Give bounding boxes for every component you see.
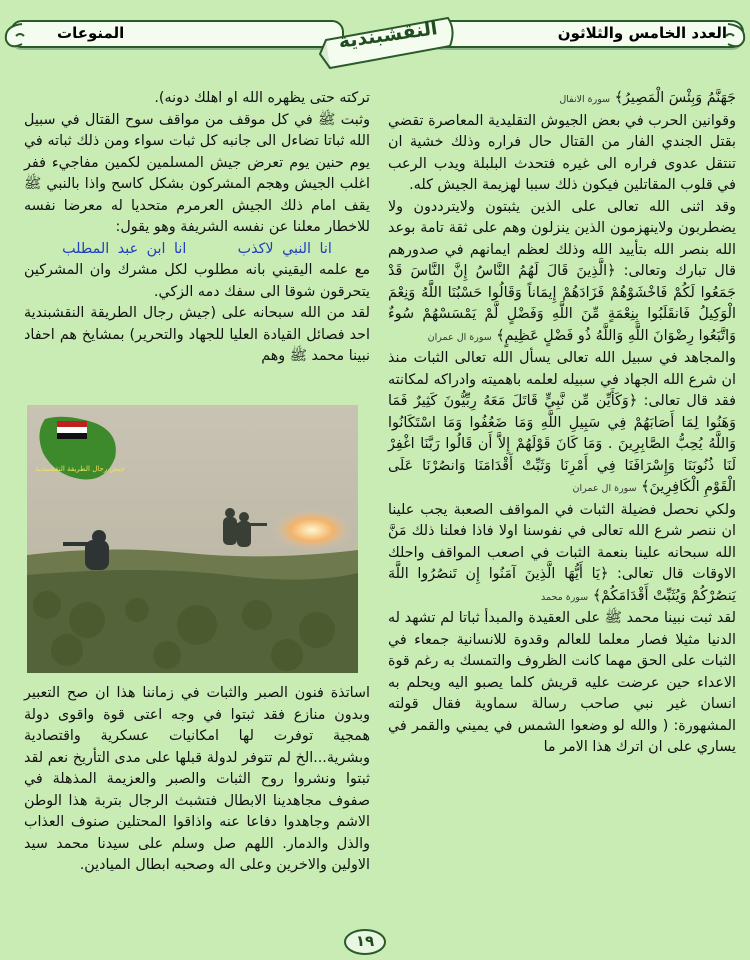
- title-banner: [318, 10, 458, 72]
- issue-ribbon: [430, 20, 744, 48]
- paragraph: مع علمه اليقيني بانه مطلوب لكل مشرك وان المشركين يتحرقون شوقا الى سفك دمه الزكي.: [24, 262, 370, 300]
- article-title: النقشبندية: [337, 17, 439, 53]
- surah-ref: سورة الانفال: [559, 94, 611, 105]
- photo-logo-text: جيش رجال الطريقة النقشبندية: [35, 465, 125, 473]
- verse-end: [388, 88, 736, 111]
- surah-ref: سورة ال عمران: [427, 331, 492, 343]
- surah-ref: سورة محمد: [541, 591, 589, 603]
- battle-photo: [27, 405, 358, 673]
- page-header: [0, 0, 750, 80]
- paragraph-text: ولكي نحصل فضيلة الثبات في المواقف الصعبة يجب علينا ان ننصر شرع الله تعالى في نفوسنا اولا فاذا فعلنا ذلك مَنَّ الله سبحانه علينا بنعمة الثبات في اصعب المواقف واحلك الاوقات قال تعالى: ﴿يَا أَيُّهَا الَّذِينَ آمَنُوا إِن تَنصُرُوا اللَّهَ يَنصُرْكُمْ وَيُثَبِّتْ أَقْدَامَكُمْ﴾: [388, 501, 736, 604]
- paragraph: [388, 348, 736, 500]
- paragraph: [388, 197, 736, 349]
- section-label: المنوعات: [57, 24, 125, 42]
- left-column-top: [24, 88, 370, 368]
- prophet-slogan: [24, 239, 370, 261]
- ribbon-curl-left-icon: [0, 14, 40, 54]
- paragraph: لقد من الله سبحانه على (جيش رجال الطريقة النقشبندية احد فصائل القيادة العليا للجهاد والتحرير) بمشايخ هم احفاد نبينا محمد ﷺ وهم: [24, 305, 370, 364]
- paragraph: وقوانين الحرب في بعض الجيوش التقليدية المعاصرة تقضي بقتل الجندي الفار من القتال حال فراره وذلك خشية ان تنتقل عدوى فراره الى غيره فتحدث البلبلة ويدب الرعب في قلوب المقاتلين فيكون ذلك سببا لهزيمة الجيش كله.: [388, 112, 736, 193]
- paragraph: [388, 500, 736, 609]
- paragraph-text: والمجاهد في سبيل الله تعالى يسأل الله تعالى الثبات منذ ان شرع الله الجهاد في سبيله لعلمه باهميته وادراكه لمكانته فقد قال تعالى: ﴿وَكَأَيِّن مِّن نَّبِيٍّ قَاتَلَ مَعَهُ رِبِّيُّونَ كَثِيرٌ فَمَا وَهَنُوا لِمَا أَصَابَهُمْ فِي سَبِيلِ اللَّهِ وَمَا ضَعُفُوا وَمَا اسْتَكَانُوا وَاللَّهُ يُحِبُّ الصَّابِرِينَ . وَمَا كَانَ قَوْلَهُمْ إِلاَّ أَن قَالُوا رَبَّنَا اغْفِرْ لَنَا ذُنُوبَنَا وَإِسْرَافَنَا فِي أَمْرِنَا وَثَبِّتْ أَقْدَامَنَا وَانصُرْنَا عَلَى الْقَوْمِ الْكَافِرِينَ﴾: [388, 350, 736, 495]
- page-number: ١٩: [355, 932, 375, 950]
- slogan-part-a: انا النبي لاكذب: [237, 240, 332, 257]
- section-ribbon: [10, 20, 344, 48]
- paragraph: اساتذة فنون الصبر والثبات في زماننا هذا ان صح التعبير وبدون منازع فقد ثبتوا في وجه اعتى قوة واقوى دولة همجية توفرت لها امكانيات عسكرية واقتصادية وبشرية...الخ لم تتوفر لدولة قبلها على مدى التأريخ نعم لقد ثبتوا ونشروا روح الثبات والصبر والعزيمة المذهلة في صفوف مجاهدينا الابطال فتشبث الرجال بتربة هذا الوطن الاشم وجاهدوا دفاعا عنه واذاقوا المحتلين صنوف العذاب والذل والدمار. اللهم صل وسلم على سيدنا محمد سيد الاولين والاخرين وعلى اله وصحبه ابطال الميادين.: [24, 685, 370, 873]
- left-column-bottom: [24, 683, 370, 877]
- paragraph: وثبت ﷺ في كل موقف من مواقف سوح القتال في سبيل الله ثباتا تضاءل الى جانبه كل ثبات سواء ومن ذلك ثباته في يوم حنين يوم تعرض جيش المسلمين لكمين مفاجيء ففر اغلب الجيش وهجم المشركون بشكل كاسح واذا بالنبي ﷺ يقف امام ذلك الجيش العرمرم متحديا له معرضا نفسه للاخطار معلنا عن نفسه الشريفة وهو يقول:: [24, 111, 370, 235]
- battle-scene-icon: [27, 405, 358, 673]
- paragraph: تركته حتى يظهره الله او اهلك دونه).: [154, 90, 370, 106]
- ribbon-curl-right-icon: [710, 14, 750, 54]
- paragraph-text: وقد اثنى الله تعالى على الذين يثبتون ولايترددون ولا يضطربون ولاينهزمون الذين ينزلون وهم على ثقة تامة بوعد الله بنصر الله بتأييد الله وذلك لعظم ايمانهم في صدورهم قال تبارك وتعالى: ﴿الَّذِينَ قَالَ لَهُمُ النَّاسُ إِنَّ النَّاسَ قَدْ جَمَعُوا لَكُمْ فَاخْشَوْهُمْ فَزَادَهُمْ إِيمَاناً وَقَالُوا حَسْبُنَا اللَّهُ وَنِعْمَ الْوَكِيلُ فَانقَلَبُوا بِنِعْمَةٍ مِّنَ اللَّهِ وَفَضْلٍ لَّمْ يَمْسَسْهُمْ سُوءٌ وَاتَّبَعُوا رِضْوَانَ اللَّهِ وَاللَّهُ ذُو فَضْلٍ عَظِيمٍ﴾: [388, 198, 736, 344]
- paragraph: لقد ثبت نبينا محمد ﷺ على العقيدة والمبدأ ثباتا لم تشهد له الدنيا مثيلا فصار معلما للعالم وقدوة للانسانية جمعاء في الثبات على الحق مهما كانت الظروف والتمسك به رغم قوة الاعداء حين عرضت عليه قريش كلما يصبو اليه ويحلم به انسان غير نبي صاحب رسالة سماوية فقال قولته المشهورة: ( والله لو وضعوا الشمس في يميني والقمر في يساري على ان اترك هذا الامر ما: [388, 610, 736, 755]
- surah-ref: سورة ال عمران: [572, 483, 637, 494]
- issue-label: العدد الخامس والثلاثون: [557, 24, 727, 42]
- slogan-part-b: انا ابن عبد المطلب: [62, 240, 187, 257]
- page-number-badge: [343, 928, 387, 956]
- right-column: [388, 88, 736, 759]
- paragraph-text: جَهَنَّمُ وَبِئْسَ الْمَصِيرُ﴾: [614, 90, 736, 106]
